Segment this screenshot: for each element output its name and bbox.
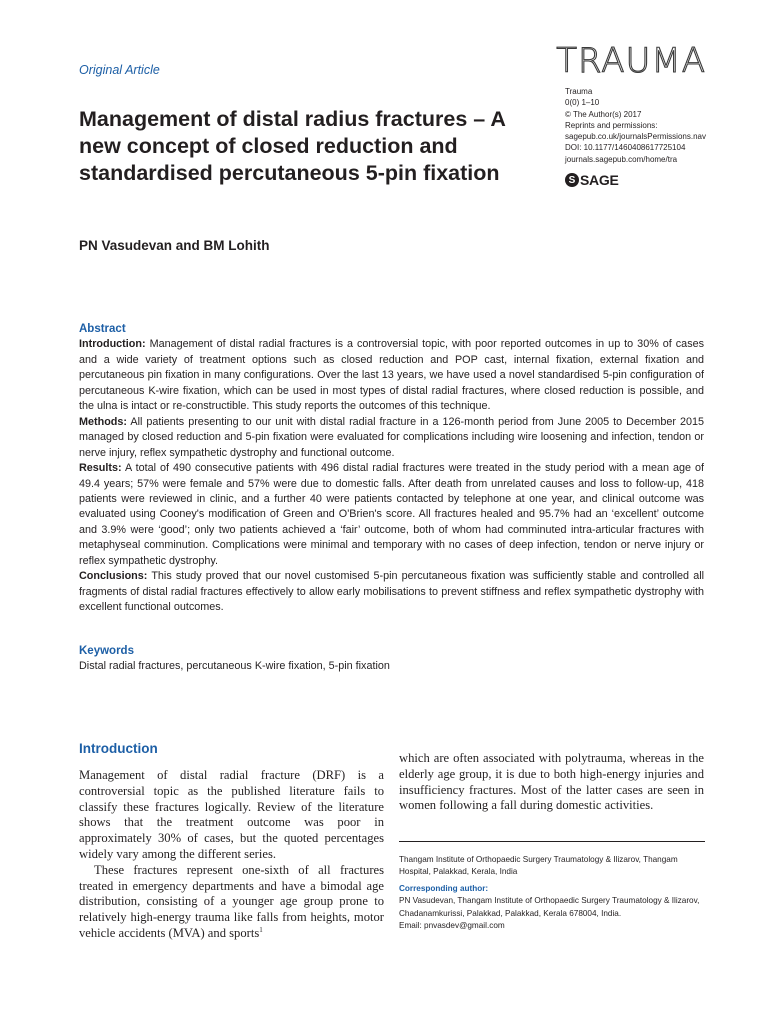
abstract-introduction-label: Introduction:	[79, 338, 146, 351]
abstract	[79, 322, 704, 616]
abstract-introduction-text: Management of distal radial fractures is a controversial topic, with poor reported outcomes in up to 30% of cases and a wide variety of treatment options such as closed reduction and POP cast, internal fixation, external fixation and percutaneous pin fixation in many configurations. Over the last 13 years, we have used a novel standardised 5-pin configuration of percutaneous K-wire fixation, which can be used in most types of distal radial fractures, where closed reduction is possible, and the ulna is intact or re-constructible. This study reports the outcomes of this technique.	[79, 338, 704, 413]
publisher-name: SAGE	[580, 172, 619, 188]
footnote-divider	[399, 841, 705, 842]
doi[interactable]: DOI: 10.1177/1460408617725104	[565, 143, 686, 153]
sage-logo-icon: S	[565, 173, 579, 187]
keywords-text: Distal radial fractures, percutaneous K-wire fixation, 5-pin fixation	[79, 660, 390, 672]
permissions-link[interactable]: sagepub.co.uk/journalsPermissions.nav	[565, 132, 706, 142]
abstract-methods-label: Methods:	[79, 415, 127, 428]
abstract-heading: Abstract	[79, 323, 126, 335]
keywords	[79, 644, 704, 674]
keywords-heading: Keywords	[79, 645, 134, 657]
affiliation-institution: Thangam Institute of Orthopaedic Surgery Traumatology & Ilizarov, Thangam Hospital, Palakkad, Kerala, India	[399, 855, 678, 877]
abstract-introduction	[79, 337, 704, 414]
body-column-right	[399, 751, 704, 814]
reference-1[interactable]: 1	[259, 925, 263, 934]
introduction-paragraph-2	[79, 863, 384, 942]
abstract-results-text: A total of 490 consecutive patients with 496 distal radial fractures were treated in the study period with a mean age of 49.4 years; 57% were female and 57% were due to domestic falls. After death from unrelated causes and loss to follow-up, 418 patients were reviewed in clinic, and a further 40 were patients contacted by telephone at one year, and clinical outcome was evaluated using Cooney's modification of Green and O'Brien's score. All fractures healed and 95.7% had an ‘excellent’ outcome and 3.9% were ‘good’; only two patients achieved a ‘fair’ outcome, both of whom had comminuted intra-articular fractures with metaphyseal comminution. Complications were minimal and temporary with no cases of deep infection, tendon or nerve injury or reflex sympathetic dystrophy.	[79, 462, 705, 567]
abstract-conclusions-label: Conclusions:	[79, 570, 148, 583]
journal-logo: TRAUMA	[556, 41, 706, 81]
introduction-paragraph-2-continued: which are often associated with polytrauma, whereas in the elderly age group, it is due to both high-energy injuries and insufficiency fractures. Most of the latter cases are seen in women following a fall during domestic activities.	[399, 751, 704, 813]
volume-pages: 0(0) 1–10	[565, 98, 600, 108]
abstract-methods-text: All patients presenting to our unit with distal radial fracture in a 126-month period from June 2005 to December 2015 managed by closed reduction and 5-pin fixation were evaluated for complications including wire loosening and infection, tendon or nerve injury, reflex sympathetic dystrophy and functional outcome.	[79, 415, 704, 459]
introduction-heading: Introduction	[79, 741, 158, 756]
publication-info	[565, 86, 755, 165]
authors: PN Vasudevan and BM Lohith	[79, 238, 270, 253]
copyright: © The Author(s) 2017	[565, 109, 642, 119]
abstract-results-label: Results:	[79, 462, 122, 475]
article-type: Original Article	[79, 63, 160, 77]
introduction-paragraph-2-text: These fractures represent one-sixth of all fractures treated in emergency departments and have a bimodal age distribution, consisting of a younger age group prone to relatively high-energy trauma like falls from heights, motor vehicle accidents (MVA) and sports	[79, 862, 384, 940]
affiliation-footnote	[399, 854, 709, 932]
journal-homepage-link[interactable]: journals.sagepub.com/home/tra	[565, 154, 678, 164]
journal-name: Trauma	[565, 87, 593, 96]
reprints-label: Reprints and permissions:	[565, 120, 658, 130]
body-column-left	[79, 768, 384, 942]
corresponding-author-email[interactable]: Email: pnvasdev@gmail.com	[399, 921, 505, 931]
abstract-methods	[79, 415, 704, 461]
corresponding-author-text: PN Vasudevan, Thangam Institute of Orthopaedic Surgery Traumatology & Ilizarov, Chadanamkurissi, Palakkad, Palakkad, Kerala 678004, India.	[399, 896, 700, 918]
corresponding-author-label: Corresponding author:	[399, 883, 489, 893]
abstract-conclusions	[79, 569, 704, 615]
introduction-paragraph-1: Management of distal radial fracture (DRF) is a controversial topic as the published literature fails to classify these fractures logically. Review of the literature shows that the treatment outcome was poor in approximately 30% of cases, but the quoted percentages widely vary among the different series.	[79, 768, 384, 861]
publisher-logo	[565, 172, 618, 188]
abstract-results	[79, 461, 704, 569]
abstract-conclusions-text: This study proved that our novel customised 5-pin percutaneous fixation was sufficiently stable and controlled all fragments of distal radial fractures effectively to allow early mobilisations to prevent stiffness and reflex sympathetic dystrophy with excellent functional outcomes.	[79, 570, 704, 614]
article-title: Management of distal radius fractures – A new concept of closed reduction and standardised percutaneous 5-pin fixation	[79, 107, 506, 185]
